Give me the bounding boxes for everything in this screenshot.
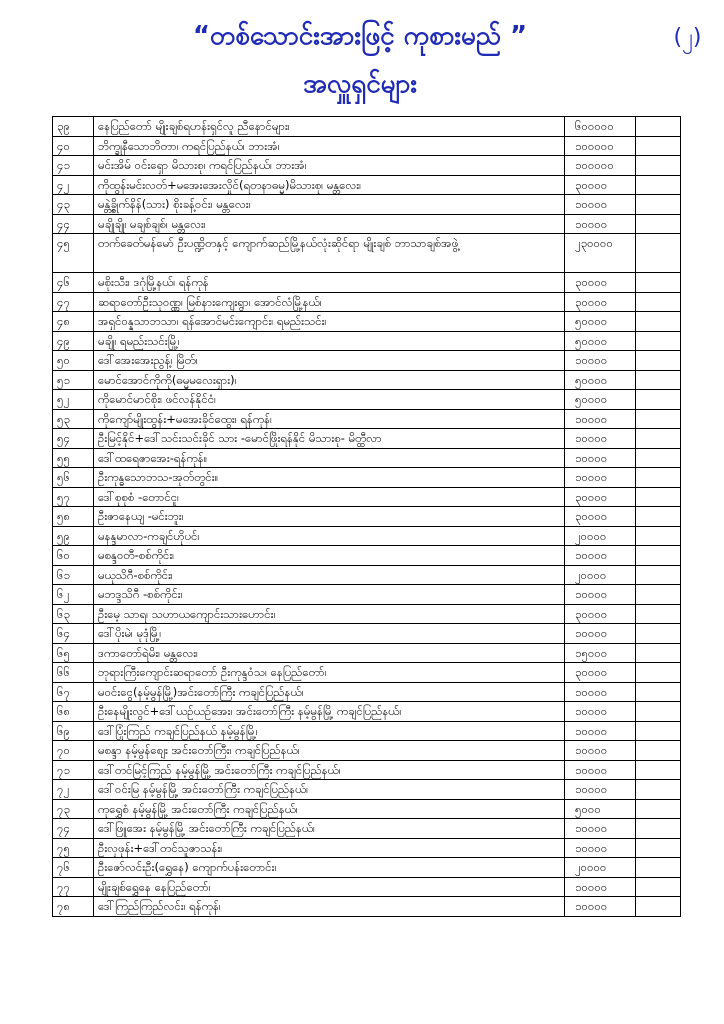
row-number-cell: ၄၅ xyxy=(53,234,94,273)
table-row xyxy=(53,487,681,507)
donor-name-cell: မချို၊ ရမည်းသင်းမြို့၊ xyxy=(94,331,565,351)
table-row xyxy=(53,565,681,585)
donation-amount-cell: ၁၀၀၀၀ xyxy=(565,838,636,858)
row-number-cell: ၇၄ xyxy=(53,819,94,839)
row-number-cell: ၆၇ xyxy=(53,682,94,702)
table-row xyxy=(53,292,681,312)
row-number-cell: ၆၅ xyxy=(53,643,94,663)
table-row xyxy=(53,780,681,800)
donation-amount-cell: ၁၀၀၀၀ xyxy=(565,780,636,800)
row-number-cell: ၄၈ xyxy=(53,312,94,332)
empty-cell xyxy=(636,858,681,878)
donor-name-cell: မောင်အောင်ကိုကို(ဓမ္မမလေးရှား)၊ xyxy=(94,370,565,390)
donation-amount-cell: ၃၀၀၀၀ xyxy=(565,604,636,624)
donation-amount-cell: ၁၀၀၀၀ xyxy=(565,819,636,839)
row-number-cell: ၇၇ xyxy=(53,877,94,897)
donation-amount-cell: ၅၀၀၀၀ xyxy=(565,390,636,410)
empty-cell xyxy=(636,331,681,351)
empty-cell xyxy=(636,526,681,546)
table-row xyxy=(53,136,681,156)
donation-amount-cell: ၃၀၀၀၀ xyxy=(565,487,636,507)
page-number: (၂) xyxy=(673,25,702,50)
donation-amount-cell: ၁၀၀၀၀ xyxy=(565,214,636,234)
donor-name-cell: မနန္ဒမာလာ-ကချင်ဟိုပင်၊ xyxy=(94,526,565,546)
empty-cell xyxy=(636,604,681,624)
row-number-cell: ၅၇ xyxy=(53,487,94,507)
donation-amount-cell: ၁၀၀၀၀ xyxy=(565,448,636,468)
empty-cell xyxy=(636,819,681,839)
table-row xyxy=(53,175,681,195)
row-number-cell: ၃၉ xyxy=(53,117,94,137)
table-row xyxy=(53,604,681,624)
donation-amount-cell: ၁၀၀၀၀ xyxy=(565,468,636,488)
table-row xyxy=(53,643,681,663)
donation-amount-cell: ၁၀၀၀၀ xyxy=(565,585,636,605)
donor-name-cell: ဦးဇာနေယျ -မင်းဘူး၊ xyxy=(94,507,565,527)
table-row xyxy=(53,409,681,429)
donor-name-cell: ဒေါ်ကြည်ကြည်လင်း၊ ရန်ကုန်၊ xyxy=(94,897,565,917)
row-number-cell: ၇၀ xyxy=(53,741,94,761)
donor-name-cell: ဒေါ်စုစုစံ -တောင်ငူ၊ xyxy=(94,487,565,507)
donor-name-cell: ဦးလှဖုန်း+ဒေါ်တင်သူဇာသန်း၊ xyxy=(94,838,565,858)
row-number-cell: ၅၂ xyxy=(53,390,94,410)
row-number-cell: ၄၁ xyxy=(53,156,94,176)
empty-cell xyxy=(636,507,681,527)
row-number-cell: ၆၄ xyxy=(53,624,94,644)
empty-cell xyxy=(636,643,681,663)
table-row xyxy=(53,897,681,917)
donor-table-body xyxy=(53,117,681,917)
table-row xyxy=(53,546,681,566)
donor-name-cell: မျိုးချစ်ရွှေနေ နေပြည်တော်၊ xyxy=(94,877,565,897)
empty-cell xyxy=(636,721,681,741)
table-row xyxy=(53,585,681,605)
donor-name-cell: ဦးကုန္ဓသောဘသ-အုတ်တွင်း။ xyxy=(94,468,565,488)
row-number-cell: ၆၀ xyxy=(53,546,94,566)
row-number-cell: ၆၂ xyxy=(53,585,94,605)
empty-cell xyxy=(636,273,681,293)
donor-name-cell: အရှင်ဝန္နသာဘသာ၊ ရန်အောင်မင်းကျောင်း၊ ရမည်းသင်း၊ xyxy=(94,312,565,332)
donor-name-cell: ကုရွှေစံ နမ့်မွန်မြို့ အင်းတော်ကြီး ကချင်ပြည်နယ်၊ xyxy=(94,799,565,819)
donation-amount-cell: ၁၀၀၀၀၀ xyxy=(565,156,636,176)
donation-amount-cell: ၃၀၀၀၀ xyxy=(565,175,636,195)
empty-cell xyxy=(636,214,681,234)
donor-name-cell: ဘိက္ခုနီသောဘိတာ၊ ကရင်ပြည်နယ်၊ ဘားအံ၊ xyxy=(94,136,565,156)
empty-cell xyxy=(636,351,681,371)
donation-amount-cell: ၅၀၀၀၀ xyxy=(565,312,636,332)
table-row xyxy=(53,819,681,839)
donation-amount-cell: ၂၀၀၀၀ xyxy=(565,565,636,585)
empty-cell xyxy=(636,682,681,702)
donation-amount-cell: ၅၀၀၀ xyxy=(565,799,636,819)
row-number-cell: ၆၃ xyxy=(53,604,94,624)
row-number-cell: ၄၂ xyxy=(53,175,94,195)
donation-amount-cell: ၁၀၀၀၀၀ xyxy=(565,136,636,156)
donation-amount-cell: ၁၀၀၀၀ xyxy=(565,546,636,566)
donor-name-cell: ဒေါ်တင်မြင့်ကြည် နမ့်မွန်မြို့ အင်းတော်ကြီး ကချင်ပြည်နယ်၊ xyxy=(94,760,565,780)
donation-amount-cell: ၂၀၀၀၀ xyxy=(565,526,636,546)
donor-name-cell: ဦးမေ့ သာရ၊ သဟာယကျောင်းသားဟောင်း၊ xyxy=(94,604,565,624)
donor-name-cell: မဘဒ္ဒသိဂီ -စစ်ကိုင်း၊ xyxy=(94,585,565,605)
donation-amount-cell: ၁၀၀၀၀ xyxy=(565,682,636,702)
table-row xyxy=(53,663,681,683)
row-number-cell: ၅၃ xyxy=(53,409,94,429)
table-row xyxy=(53,624,681,644)
row-number-cell: ၄၉ xyxy=(53,331,94,351)
donation-amount-cell: ၂၃၀၀၀၀ xyxy=(565,234,636,273)
table-row xyxy=(53,838,681,858)
table-row xyxy=(53,741,681,761)
donation-amount-cell: ၃၀၀၀၀ xyxy=(565,507,636,527)
table-row xyxy=(53,682,681,702)
empty-cell xyxy=(636,546,681,566)
donation-amount-cell: ၅၀၀၀၀ xyxy=(565,331,636,351)
row-number-cell: ၅၈ xyxy=(53,507,94,527)
empty-cell xyxy=(636,234,681,273)
donation-amount-cell: ၁၀၀၀၀ xyxy=(565,721,636,741)
empty-cell xyxy=(636,487,681,507)
donor-name-cell: ဒေါ်အေးအေးညွန့်၊ မြိတ်၊ xyxy=(94,351,565,371)
donor-name-cell: ဦးဇော်လင်းဦး(ရွှေနေ) ကျောက်ပန်းတောင်း၊ xyxy=(94,858,565,878)
donation-amount-cell: ၆၀၀၀၀၀ xyxy=(565,117,636,137)
table-row xyxy=(53,526,681,546)
table-row xyxy=(53,117,681,137)
donor-name-cell: မယုသိဂီ-စစ်ကိုင်း၊ xyxy=(94,565,565,585)
table-row xyxy=(53,721,681,741)
donor-name-cell: ကိုထွန်းမင်းလတ်+မအေးအေးလှိုင်(ရတနာဓမ္မ)မိသားစု၊ မန္တလေး၊ xyxy=(94,175,565,195)
donation-amount-cell: ၁၀၀၀၀ xyxy=(565,195,636,215)
empty-cell xyxy=(636,760,681,780)
donation-amount-cell: ၅၀၀၀၀ xyxy=(565,370,636,390)
empty-cell xyxy=(636,292,681,312)
empty-cell xyxy=(636,390,681,410)
row-number-cell: ၆၁ xyxy=(53,565,94,585)
row-number-cell: ၅၉ xyxy=(53,526,94,546)
donation-amount-cell: ၁၀၀၀၀ xyxy=(565,760,636,780)
table-row xyxy=(53,214,681,234)
donation-amount-cell: ၁၀၀၀၀ xyxy=(565,351,636,371)
donation-amount-cell: ၁၀၀၀၀ xyxy=(565,624,636,644)
table-row xyxy=(53,331,681,351)
table-row xyxy=(53,448,681,468)
empty-cell xyxy=(636,156,681,176)
row-number-cell: ၅၄ xyxy=(53,429,94,449)
row-number-cell: ၆၆ xyxy=(53,663,94,683)
row-number-cell: ၄၀ xyxy=(53,136,94,156)
empty-cell xyxy=(636,565,681,585)
donor-name-cell: ဒေါ်ထရေဇာအေး-ရန်ကုန်။ xyxy=(94,448,565,468)
donor-name-cell: ဒကာတော်ရဲမိး၊ မန္တလေး၊ xyxy=(94,643,565,663)
donation-amount-cell: ၃၀၀၀၀ xyxy=(565,273,636,293)
row-number-cell: ၅၀ xyxy=(53,351,94,371)
donor-name-cell: ဒေါ်ပိုးမဲ၊ မုဒုံမြို့၊ xyxy=(94,624,565,644)
donation-amount-cell: ၃၀၀၀၀ xyxy=(565,663,636,683)
donor-name-cell: မစိုးသီး၊ ဒဂုံမြို့နယ်၊ ရန်ကုန် xyxy=(94,273,565,293)
table-row xyxy=(53,702,681,722)
table-row xyxy=(53,195,681,215)
table-row xyxy=(53,312,681,332)
donation-amount-cell: ၁၀၀၀၀ xyxy=(565,741,636,761)
table-row xyxy=(53,799,681,819)
donation-amount-cell: ၁၀၀၀၀ xyxy=(565,409,636,429)
empty-cell xyxy=(636,702,681,722)
empty-cell xyxy=(636,897,681,917)
table-row xyxy=(53,468,681,488)
empty-cell xyxy=(636,448,681,468)
empty-cell xyxy=(636,799,681,819)
empty-cell xyxy=(636,838,681,858)
donor-name-cell: မင်းအိမ် ဝင်းရှော မိသားစု၊ ကရင်ပြည်နယ်၊ ဘားအံ၊ xyxy=(94,156,565,176)
donor-table xyxy=(52,116,681,917)
donation-amount-cell: ၂၀၀၀၀ xyxy=(565,858,636,878)
donor-name-cell: မန္တဲ့ခွိုက်နိန်(သား) စိုးခန့်ဝင်း၊ မန္တလေး၊ xyxy=(94,195,565,215)
donor-name-cell: မစန္ဒဝတီ-စစ်ကိုင်း၊ xyxy=(94,546,565,566)
table-row xyxy=(53,877,681,897)
table-row xyxy=(53,273,681,293)
donor-name-cell: ဒေါ်ဝင်းမြ နမ့်မွန်မြို့ အင်းတော်ကြီး ကချင်ပြည်နယ်၊ xyxy=(94,780,565,800)
donor-name-cell: တက်ခေတ်မန်မော် ဦးပဏ္ဍိတနှင့် ကျောက်ဆည်မြို့နယ်လုံးဆိုင်ရာ မျိုးချစ် ဘာသာချစ်အဖွဲ့ xyxy=(94,234,565,273)
table-row xyxy=(53,370,681,390)
row-number-cell: ၆၉ xyxy=(53,721,94,741)
row-number-cell: ၄၄ xyxy=(53,214,94,234)
donor-name-cell: ဆရာတော်ဦးသုဝဏ္ဏ၊ မြစ်နားကျေးရွာ၊ အောင်လံမြို့နယ်၊ xyxy=(94,292,565,312)
empty-cell xyxy=(636,624,681,644)
table-row xyxy=(53,507,681,527)
row-number-cell: ၄၇ xyxy=(53,292,94,312)
empty-cell xyxy=(636,780,681,800)
empty-cell xyxy=(636,468,681,488)
donation-amount-cell: ၃၀၀၀၀ xyxy=(565,292,636,312)
table-row xyxy=(53,760,681,780)
donation-amount-cell: ၁၀၀၀၀ xyxy=(565,877,636,897)
row-number-cell: ၇၁ xyxy=(53,760,94,780)
donor-name-cell: မဝင်းငွေ(နမ့်မွန်မြို့)အင်းတော်ကြီး ကချင်ပြည်နယ်၊ xyxy=(94,682,565,702)
donor-name-cell: ကိုမောင်မာင်စိုး၊ ဖင်လန်နိုင်ငံ၊ xyxy=(94,390,565,410)
row-number-cell: ၅၆ xyxy=(53,468,94,488)
row-number-cell: ၅၁ xyxy=(53,370,94,390)
table-row xyxy=(53,351,681,371)
donation-amount-cell: ၁၅၀၀၀ xyxy=(565,643,636,663)
row-number-cell: ၇၂ xyxy=(53,780,94,800)
empty-cell xyxy=(636,175,681,195)
row-number-cell: ၇၃ xyxy=(53,799,94,819)
empty-cell xyxy=(636,877,681,897)
empty-cell xyxy=(636,195,681,215)
donor-name-cell: မချိုချို၊ မချစ်ချစ်၊ မန္တလေး၊ xyxy=(94,214,565,234)
empty-cell xyxy=(636,409,681,429)
empty-cell xyxy=(636,117,681,137)
empty-cell xyxy=(636,429,681,449)
empty-cell xyxy=(636,585,681,605)
row-number-cell: ၇၅ xyxy=(53,838,94,858)
table-row xyxy=(53,858,681,878)
donation-amount-cell: ၁၀၀၀၀ xyxy=(565,702,636,722)
donor-name-cell: ဒေါ်ပြုံးကြည် ကချင်ပြည်နယ် နမ့်မွန်မြို့၊ xyxy=(94,721,565,741)
document-subtitle: အလှူရှင်များ xyxy=(303,69,417,99)
row-number-cell: ၄၆ xyxy=(53,273,94,293)
row-number-cell: ၆၈ xyxy=(53,702,94,722)
donor-name-cell: ကိုကျော်မျိုးထွန်း+မအေးခိုင်ထွေး၊ ရန်ကုန်၊ xyxy=(94,409,565,429)
empty-cell xyxy=(636,136,681,156)
table-row xyxy=(53,156,681,176)
donor-name-cell: ဦးနေမျိုးလွင်+ဒေါ်ယဉ်ယဉ်အေး၊ အင်းတော်ကြီး နမ့်မွန်မြို့ ကချင်ပြည်နယ်၊ xyxy=(94,702,565,722)
empty-cell xyxy=(636,741,681,761)
donor-name-cell: ဒေါ်ဖြူအေး နမ့်မွန်မြို့ အင်းတော်ကြီး ကချင်ပြည်နယ်၊ xyxy=(94,819,565,839)
table-row xyxy=(53,429,681,449)
empty-cell xyxy=(636,663,681,683)
donor-name-cell: နေပြည်တော် မျိုးချစ်ရဟန်းရှင်လူ ညီနောင်များ၊ xyxy=(94,117,565,137)
donation-amount-cell: ၁၀၀၀၀ xyxy=(565,429,636,449)
row-number-cell: ၅၅ xyxy=(53,448,94,468)
document-title: “တစ်သောင်းအားဖြင့် ကုစားမည် ” xyxy=(192,21,528,51)
empty-cell xyxy=(636,312,681,332)
donor-name-cell: ဘုရားကြီးကျောင်းဆရာတော် ဦးကုန္ဒဝံသ၊ နေပြည်တော်၊ xyxy=(94,663,565,683)
donation-amount-cell: ၁၀၀၀၀ xyxy=(565,897,636,917)
row-number-cell: ၇၈ xyxy=(53,897,94,917)
donor-name-cell: မစန္ဒာ နမ့်မွန်စျေး အင်းတော်ကြီး၊ ကချင်ပြည်နယ်၊ xyxy=(94,741,565,761)
empty-cell xyxy=(636,370,681,390)
row-number-cell: ၇၆ xyxy=(53,858,94,878)
donor-name-cell: ဦးမြင့်နိုင်+ဒေါ်သင်းသင်းခိုင် သား -မောင်ဖြိုးရန်နိုင် မိသားစု- မိတ္ထီလာ xyxy=(94,429,565,449)
table-row xyxy=(53,390,681,410)
table-row xyxy=(53,234,681,273)
row-number-cell: ၄၃ xyxy=(53,195,94,215)
